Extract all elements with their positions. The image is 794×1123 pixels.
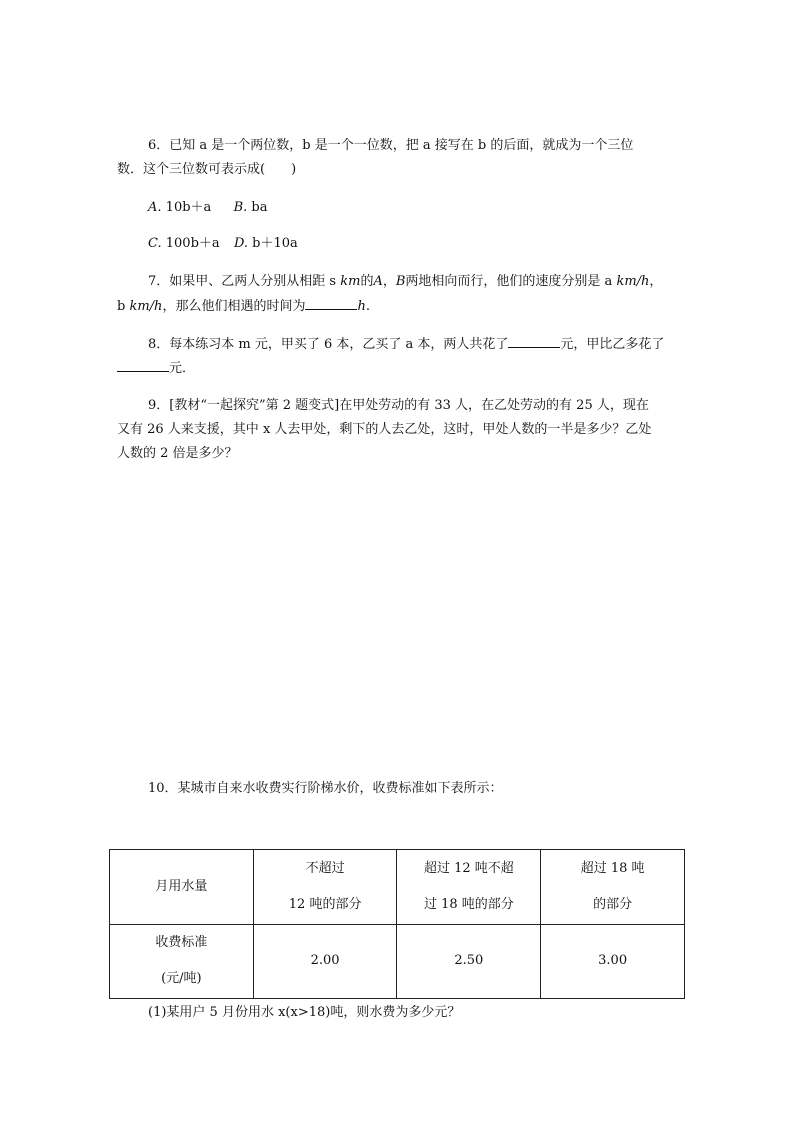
water-fee-table <box>109 849 685 999</box>
table-cell-tier2-price: 2.50 <box>397 924 541 999</box>
q9-line1: 9．[教材“一起探究”第 2 题变式]在甲处劳动的有 33 人，在乙处劳动的有 25 人，现在 <box>148 398 649 413</box>
q6-option-d-label: D. <box>233 236 249 251</box>
q7-text-b-speed: b <box>117 299 126 314</box>
q7-text-c: 两地相向而行，他们的速度分别是 a <box>405 274 613 289</box>
cell-text: 的部分 <box>593 896 633 912</box>
table-cell-fee-standard <box>110 924 254 999</box>
q8-text-a: 8．每本练习本 m 元，甲买了 6 本，乙买了 a 本，两人共花了 <box>148 337 509 352</box>
q6-option-a-text: 10b＋a <box>165 200 212 215</box>
table-cell-tier1-header <box>253 850 397 925</box>
q6-line2: 数．这个三位数可表示成( ) <box>117 162 297 177</box>
q6-line1: 6．已知 a 是一个两位数，b 是一个一位数，把 a 接写在 b 的后面，就成为一个三位 <box>148 138 634 153</box>
q7-text-a: 7．如果甲、乙两人分别从相距 s <box>148 274 337 289</box>
q8-answer-blank-1 <box>508 335 560 348</box>
q10-sub1: (1)某用户 5 月份用水 x(x>18)吨，则水费为多少元？ <box>148 1005 461 1020</box>
cell-text: 12 吨的部分 <box>288 896 362 912</box>
q6-option-b-label: B. <box>233 200 248 215</box>
q8-text-c: 元． <box>169 361 196 376</box>
cell-text: 超过 18 吨 <box>580 860 645 876</box>
q7-line1 <box>148 273 662 291</box>
table-cell-tier3-header <box>541 850 685 925</box>
q6-option-c-text: 100b＋a <box>165 236 220 251</box>
q7-unit-h: h <box>357 299 366 314</box>
table-row <box>110 850 685 925</box>
q8-line2 <box>117 359 195 378</box>
q6-options-cd <box>148 235 298 253</box>
q7-answer-blank <box>305 297 357 310</box>
q7-comma2: ， <box>649 274 663 289</box>
cell-text: 月用水量 <box>155 878 208 894</box>
q6-options-ab <box>148 199 267 217</box>
q8-text-b: 元，甲比乙多花了 <box>560 337 665 352</box>
q7-text-b: 的 <box>360 274 374 289</box>
table-cell-monthly-usage <box>110 850 254 925</box>
table-row <box>110 924 685 999</box>
cell-text: 收费标准 <box>155 935 208 951</box>
q7-period: . <box>365 299 370 314</box>
q7-comma: ， <box>382 274 396 289</box>
q9-line2: 又有 26 人来支援，其中 x 人去甲处，剩下的人去乙处，这时，甲处人数的一半是多少？乙处 <box>117 422 652 437</box>
q7-unit-km: km <box>340 274 361 289</box>
table-cell-tier1-price: 2.00 <box>253 924 397 999</box>
q9-line3: 人数的 2 倍是多少？ <box>117 446 238 461</box>
cell-text: 不超过 <box>305 860 345 876</box>
cell-text: 超过 12 吨不超 <box>423 860 514 876</box>
cell-text: (元/吨) <box>161 971 202 987</box>
q7-text-time: ，那么他们相遇的时间为 <box>162 299 306 314</box>
q7-point-b: B <box>395 274 406 289</box>
table-cell-tier3-price: 3.00 <box>541 924 685 999</box>
q10-intro: 10．某城市自来水收费实行阶梯水价，收费标准如下表所示： <box>148 781 503 796</box>
cell-text: 过 18 吨的部分 <box>423 896 514 912</box>
q6-option-c-label: C. <box>148 236 162 251</box>
q8-answer-blank-2 <box>117 359 169 372</box>
q7-line2 <box>117 297 370 316</box>
q7-point-a: A <box>373 274 383 289</box>
q7-unit-kmh: km/h <box>616 274 650 289</box>
q6-option-d-text: b＋10a <box>252 236 298 251</box>
q6-option-b-text: ba <box>251 200 268 215</box>
q8-line1 <box>148 335 664 354</box>
table-cell-tier2-header <box>397 850 541 925</box>
q6-option-a-label: A. <box>148 200 162 215</box>
q7-unit-kmh-2: km/h <box>129 299 163 314</box>
